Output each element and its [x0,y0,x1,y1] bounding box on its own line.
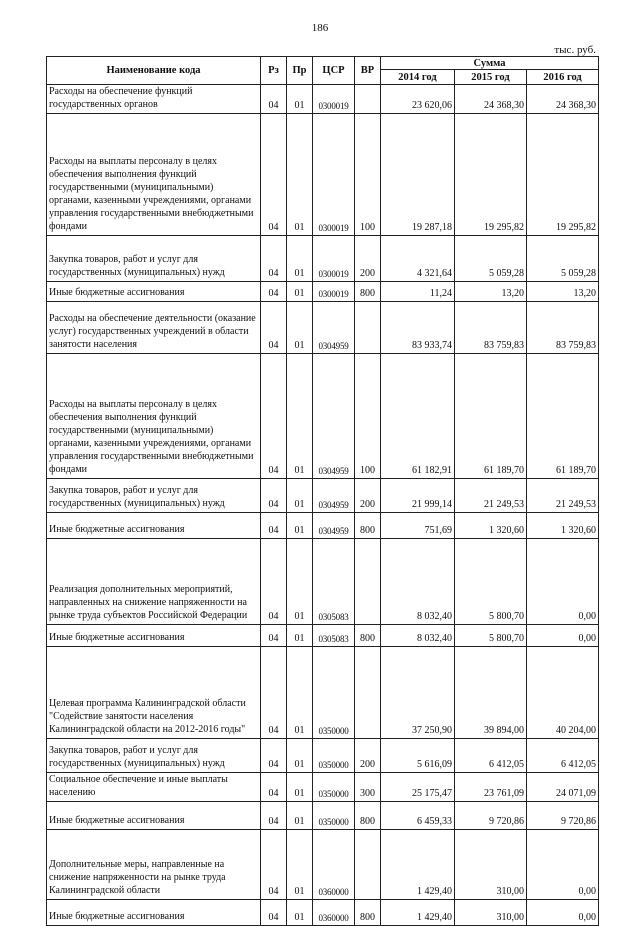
row-vr: 100 [355,354,381,479]
row-sum-2016: 83 759,83 [527,302,599,354]
row-csr: 0300019 [313,282,355,302]
row-name: Дополнительные меры, направленные на снижение напряженности на рынке труда Калининградской области [47,830,261,900]
row-pr: 01 [287,513,313,539]
row-sum-2015: 9 720,86 [455,802,527,830]
row-rz: 04 [261,647,287,739]
row-csr: 0300019 [313,85,355,114]
row-rz: 04 [261,625,287,647]
row-sum-2015: 13,20 [455,282,527,302]
row-sum-2016: 6 412,05 [527,739,599,773]
header-2015: 2015 год [455,70,527,85]
row-sum-2016: 19 295,82 [527,114,599,236]
header-csr: ЦСР [313,57,355,85]
row-sum-2016: 1 320,60 [527,513,599,539]
row-name: Закупка товаров, работ и услуг для государственных (муниципальных) нужд [47,739,261,773]
row-rz: 04 [261,739,287,773]
row-pr: 01 [287,85,313,114]
row-csr: 0304959 [313,302,355,354]
row-vr [355,85,381,114]
header-pr: Пр [287,57,313,85]
row-sum-2014: 23 620,06 [381,85,455,114]
row-sum-2016: 61 189,70 [527,354,599,479]
row-sum-2016: 24 071,09 [527,773,599,802]
row-sum-2014: 19 287,18 [381,114,455,236]
row-rz: 04 [261,354,287,479]
row-sum-2014: 21 999,14 [381,479,455,513]
row-sum-2014: 4 321,64 [381,236,455,282]
row-sum-2015: 310,00 [455,900,527,926]
row-sum-2014: 61 182,91 [381,354,455,479]
row-name: Расходы на выплаты персоналу в целях обеспечения выполнения функций государственными (муниципальными) органами, казенными учреждениями, органами управления государственными внебюджетными фондами [47,354,261,479]
row-sum-2016: 0,00 [527,625,599,647]
row-vr: 800 [355,625,381,647]
table-row [47,773,599,802]
row-sum-2014: 1 429,40 [381,900,455,926]
row-sum-2015: 83 759,83 [455,302,527,354]
row-sum-2015: 6 412,05 [455,739,527,773]
row-sum-2014: 83 933,74 [381,302,455,354]
row-pr: 01 [287,479,313,513]
table-row [47,513,599,539]
header-vr: ВР [355,57,381,85]
row-rz: 04 [261,114,287,236]
row-sum-2015: 1 320,60 [455,513,527,539]
row-rz: 04 [261,773,287,802]
row-rz: 04 [261,282,287,302]
row-rz: 04 [261,539,287,625]
row-csr: 0360000 [313,830,355,900]
row-sum-2016: 0,00 [527,830,599,900]
row-sum-2014: 37 250,90 [381,647,455,739]
row-vr [355,647,381,739]
row-name: Закупка товаров, работ и услуг для государственных (муниципальных) нужд [47,479,261,513]
row-pr: 01 [287,114,313,236]
table-body [47,85,599,926]
row-csr: 0350000 [313,739,355,773]
row-csr: 0350000 [313,773,355,802]
row-sum-2016: 40 204,00 [527,647,599,739]
table-row [47,802,599,830]
row-vr: 800 [355,900,381,926]
row-sum-2016: 9 720,86 [527,802,599,830]
row-name: Реализация дополнительных мероприятий, направленных на снижение напряженности на рынке труда субъектов Российской Федерации [47,539,261,625]
row-sum-2015: 24 368,30 [455,85,527,114]
row-csr: 0360000 [313,900,355,926]
row-sum-2015: 21 249,53 [455,479,527,513]
row-sum-2015: 5 800,70 [455,625,527,647]
row-name: Расходы на обеспечение деятельности (оказание услуг) государственных учреждений в области занятости населения [47,302,261,354]
row-rz: 04 [261,802,287,830]
row-pr: 01 [287,739,313,773]
row-csr: 0300019 [313,114,355,236]
row-sum-2015: 310,00 [455,830,527,900]
row-csr: 0304959 [313,354,355,479]
row-csr: 0304959 [313,513,355,539]
row-pr: 01 [287,830,313,900]
row-sum-2015: 39 894,00 [455,647,527,739]
row-sum-2016: 5 059,28 [527,236,599,282]
table-row [47,236,599,282]
row-vr: 800 [355,513,381,539]
row-sum-2015: 19 295,82 [455,114,527,236]
row-pr: 01 [287,900,313,926]
row-vr: 800 [355,802,381,830]
row-vr: 200 [355,236,381,282]
row-rz: 04 [261,479,287,513]
row-name: Иные бюджетные ассигнования [47,900,261,926]
row-rz: 04 [261,85,287,114]
row-pr: 01 [287,773,313,802]
row-sum-2015: 61 189,70 [455,354,527,479]
row-sum-2016: 0,00 [527,900,599,926]
row-pr: 01 [287,802,313,830]
row-sum-2014: 25 175,47 [381,773,455,802]
header-name: Наименование кода [47,57,261,85]
row-name: Иные бюджетные ассигнования [47,513,261,539]
budget-table [46,56,599,926]
row-pr: 01 [287,282,313,302]
row-csr: 0305083 [313,539,355,625]
table-row [47,479,599,513]
row-sum-2014: 6 459,33 [381,802,455,830]
page-number: 186 [311,22,329,34]
row-csr: 0300019 [313,236,355,282]
row-name: Иные бюджетные ассигнования [47,802,261,830]
row-csr: 0350000 [313,802,355,830]
header-2014: 2014 год [381,70,455,85]
row-vr [355,539,381,625]
table-row [47,647,599,739]
table-row [47,282,599,302]
table-row [47,625,599,647]
row-sum-2015: 23 761,09 [455,773,527,802]
row-sum-2016: 13,20 [527,282,599,302]
row-name: Социальное обеспечение и иные выплаты населению [47,773,261,802]
units-label: тыс. руб. [554,44,596,56]
row-name: Закупка товаров, работ и услуг для государственных (муниципальных) нужд [47,236,261,282]
table-row [47,114,599,236]
row-rz: 04 [261,236,287,282]
table-row [47,302,599,354]
header-2016: 2016 год [527,70,599,85]
row-name: Иные бюджетные ассигнования [47,282,261,302]
row-rz: 04 [261,830,287,900]
row-vr: 800 [355,282,381,302]
row-sum-2014: 751,69 [381,513,455,539]
row-rz: 04 [261,513,287,539]
row-vr: 300 [355,773,381,802]
row-pr: 01 [287,625,313,647]
table-row [47,739,599,773]
row-sum-2014: 8 032,40 [381,539,455,625]
row-sum-2014: 8 032,40 [381,625,455,647]
row-sum-2016: 24 368,30 [527,85,599,114]
row-vr: 100 [355,114,381,236]
row-rz: 04 [261,900,287,926]
table-row [47,85,599,114]
row-csr: 0350000 [313,647,355,739]
row-name: Иные бюджетные ассигнования [47,625,261,647]
row-vr [355,302,381,354]
table-row [47,900,599,926]
row-sum-2014: 5 616,09 [381,739,455,773]
row-name: Целевая программа Калининградской области "Содействие занятости населения Калининградской области на 2012-2016 годы" [47,647,261,739]
table-row [47,354,599,479]
row-sum-2015: 5 059,28 [455,236,527,282]
row-vr: 200 [355,739,381,773]
row-sum-2016: 21 249,53 [527,479,599,513]
row-sum-2014: 11,24 [381,282,455,302]
row-sum-2016: 0,00 [527,539,599,625]
row-sum-2014: 1 429,40 [381,830,455,900]
row-pr: 01 [287,354,313,479]
row-csr: 0304959 [313,479,355,513]
row-name: Расходы на выплаты персоналу в целях обеспечения выполнения функций государственными (муниципальными) органами, казенными учреждениями, органами управления государственными внебюджетными фондами [47,114,261,236]
row-sum-2015: 5 800,70 [455,539,527,625]
table-row [47,539,599,625]
row-csr: 0305083 [313,625,355,647]
row-vr [355,830,381,900]
row-name: Расходы на обеспечение функций государственных органов [47,85,261,114]
row-pr: 01 [287,539,313,625]
row-pr: 01 [287,647,313,739]
row-pr: 01 [287,236,313,282]
row-vr: 200 [355,479,381,513]
table-row [47,830,599,900]
header-rz: Рз [261,57,287,85]
row-rz: 04 [261,302,287,354]
row-pr: 01 [287,302,313,354]
header-sum: Сумма [381,57,599,70]
